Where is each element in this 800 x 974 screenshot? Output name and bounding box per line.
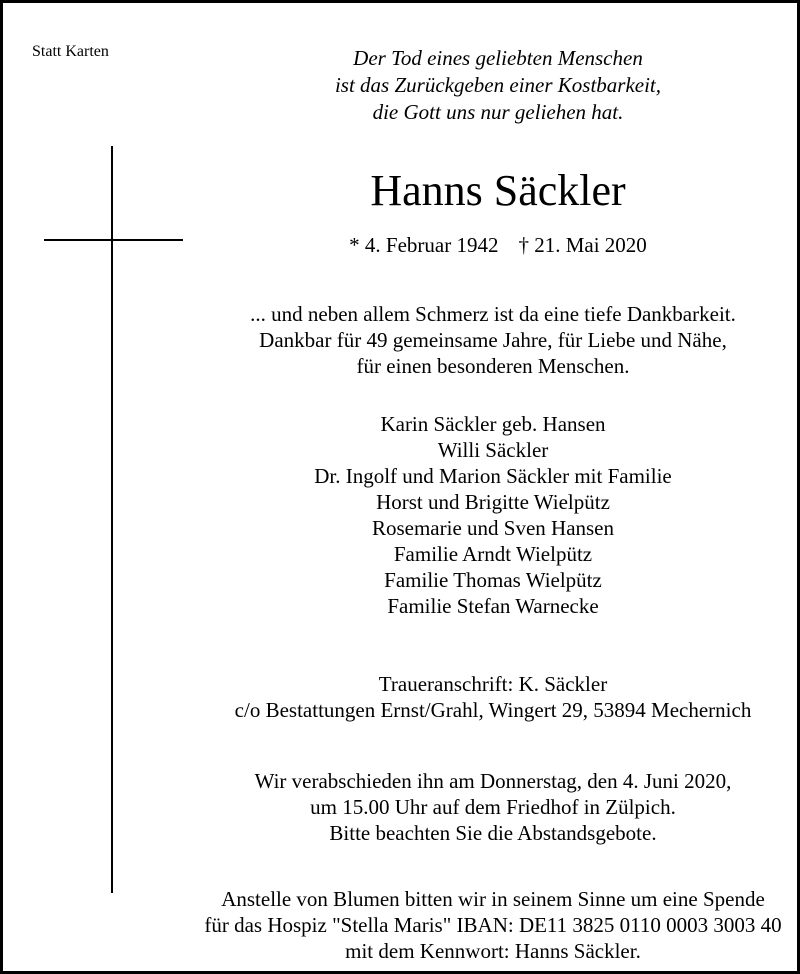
- mourning-address: [183, 671, 800, 723]
- message-line: für einen besonderen Menschen.: [356, 354, 630, 378]
- life-dates: [203, 232, 793, 258]
- memorial-quote: [303, 45, 693, 126]
- message-line: ... und neben allem Schmerz ist da eine tiefe Dankbarkeit.: [250, 302, 736, 326]
- mourner-item: Familie Thomas Wielpütz: [384, 568, 602, 592]
- donation-request: [183, 886, 800, 964]
- mourner-item: Karin Säckler geb. Hansen: [380, 412, 606, 436]
- cross-icon-vertical: [111, 146, 113, 893]
- death-date: † 21. Mai 2020: [518, 233, 647, 257]
- mourner-item: Familie Arndt Wielpütz: [393, 542, 593, 566]
- farewell-details: [183, 768, 800, 846]
- quote-line: die Gott uns nur geliehen hat.: [372, 100, 624, 124]
- quote-line: ist das Zurückgeben einer Kostbarkeit,: [334, 73, 662, 97]
- gratitude-message: [183, 301, 800, 379]
- farewell-line: Wir verabschieden ihn am Donnerstag, den 4. Juni 2020,: [254, 769, 732, 793]
- cross-icon-horizontal: [44, 239, 183, 241]
- mourner-item: Willi Säckler: [437, 438, 549, 462]
- mourner-item: Horst und Brigitte Wielpütz: [376, 490, 610, 514]
- mourners-list: [183, 411, 800, 619]
- quote-line: Der Tod eines geliebten Menschen: [353, 46, 643, 70]
- donation-line: für das Hospiz "Stella Maris" IBAN: DE11 3825 0110 0003 3003 40: [204, 913, 782, 937]
- donation-line: Anstelle von Blumen bitten wir in seinem Sinne um eine Spende: [221, 887, 765, 911]
- address-line: c/o Bestattungen Ernst/Grahl, Wingert 29, 53894 Mechernich: [234, 698, 752, 722]
- mourner-item: Dr. Ingolf und Marion Säckler mit Familie: [314, 464, 672, 488]
- donation-line: mit dem Kennwort: Hanns Säckler.: [345, 939, 641, 963]
- statt-karten-label: Statt Karten: [32, 43, 109, 60]
- deceased-name: Hanns Säckler: [370, 166, 626, 215]
- mourner-item: Rosemarie und Sven Hansen: [371, 516, 615, 540]
- farewell-line: Bitte beachten Sie die Abstandsgebote.: [329, 821, 657, 845]
- address-line: Traueranschrift: K. Säckler: [378, 672, 608, 696]
- mourner-item: Familie Stefan Warnecke: [387, 594, 599, 618]
- farewell-line: um 15.00 Uhr auf dem Friedhof in Zülpich.: [310, 795, 676, 819]
- message-line: Dankbar für 49 gemeinsame Jahre, für Liebe und Nähe,: [259, 328, 727, 352]
- birth-date: * 4. Februar 1942: [349, 233, 499, 257]
